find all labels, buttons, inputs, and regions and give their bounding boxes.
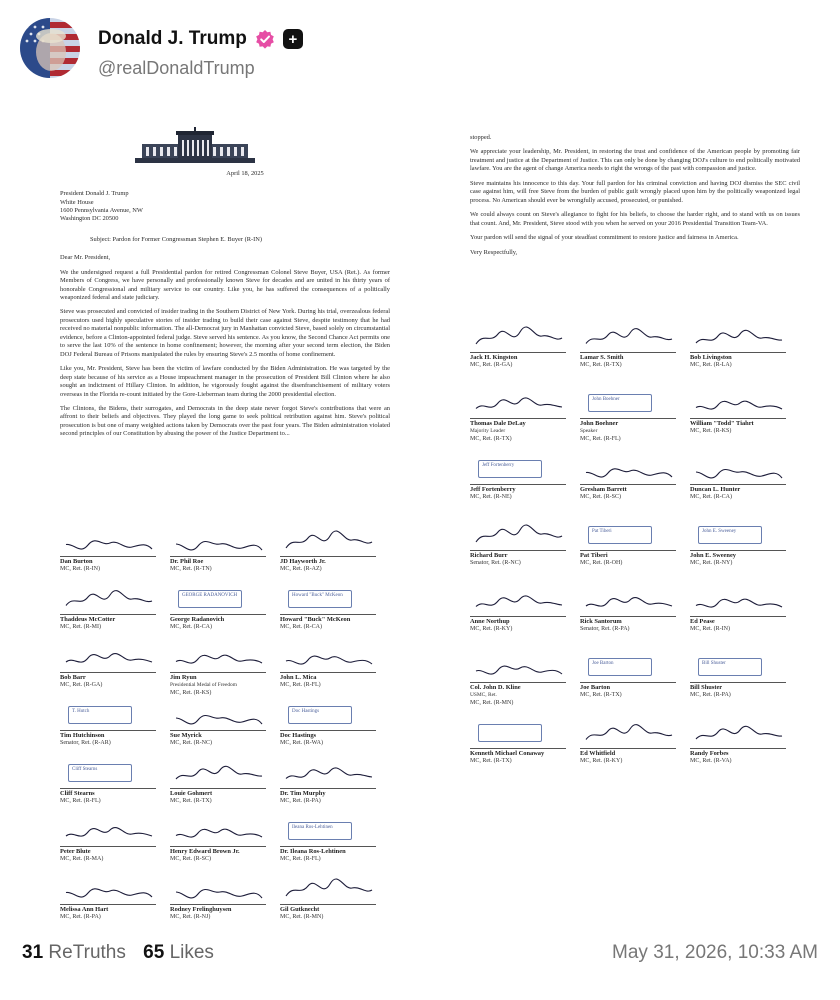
signer-name: Kenneth Michael Conaway [470,750,545,757]
signer-title: MC, Ret. (R-GA) [60,682,103,688]
signature-block [690,520,800,586]
signer-name: Bob Barr [60,674,86,681]
letter-paragraph: We appreciate your leadership, Mr. President, in restoring the trust and confidence of the American people by promoting fair treatment and justice at the Department of Justice. This can only be done by changing DOJ's culture to end politically motivated lawfare. You are the agent of change America needs to right the wrongs of the past with compassion and justice. [470,148,800,173]
signature-block [470,652,580,718]
signature-line [470,418,566,419]
signature-block [60,526,170,584]
address-line: Washington DC 20500 [60,215,119,223]
letter-paragraph: Steve was prosecuted and convicted of insider trading in the Southern District of New York. During his trial, overzealous federal prosecutors used highly speculative stories of insider trading to build their case against Steve, despite testimony that he had received no material nonpublic information. The all-Democrat jury in Manhattan convicted Steve, based solely on circumstantial evidence, before a Clinton-appointed federal judge. Steve served his sentence. As you know, the Second Chance Act permits one to serve the last 10% of the sentence in home confinement; however, the morning after your second term election, the Biden DOJ Federal Bureau of Prisons manipulated the rules by ensuring Steve's 2.5 months of home confinement. [60,308,390,358]
signer-title: MC, Ret. (R-NE) [470,494,512,500]
signer-title: MC, Ret. (R-KS) [690,428,732,434]
likes-count: 65 [143,942,165,963]
handwritten-signature-icon [282,762,376,788]
signer-title: MC, Ret. (R-MA) [60,856,104,862]
letter-right-column [470,134,800,263]
signature-line [580,748,676,749]
handwritten-signature-icon [472,524,566,550]
signature-block [690,586,800,652]
digital-signature-stamp: Ileana Ros-Lehtinen [288,822,352,840]
signer-name: John E. Sweeney [690,552,736,559]
signer-title: MC, Ret. (R-KS) [170,690,212,696]
display-name[interactable]: Donald J. Trump [98,28,247,49]
signer-title: MC, Ret. (R-SC) [580,494,622,500]
signer-title: MC, Ret. (R-GA) [470,362,513,368]
post-footer [22,942,818,970]
handwritten-signature-icon [692,326,786,352]
signature-line [280,846,376,847]
signer-name: John Boehner [580,420,619,427]
letter-address [60,190,390,223]
signer-title: MC, Ret. (R-KY) [470,626,513,632]
handwritten-signature-icon [172,646,266,672]
signature-block [170,816,280,874]
signature-block [170,700,280,758]
signer-name: Dr. Phil Roe [170,558,204,565]
signer-role: Presidential Medal of Freedom [170,682,237,688]
signature-line [280,556,376,557]
letter-paragraph: stopped. [470,134,492,141]
signature-block [60,758,170,816]
signature-line [280,730,376,731]
post-image-letter[interactable] [24,94,814,920]
signer-title: MC, Ret. (R-TX) [580,362,622,368]
signature-line [470,550,566,551]
signer-name: Joe Barton [580,684,610,691]
signer-title: Senator, Ret. (R-NC) [470,560,521,566]
digital-signature-stamp: Bill Shuster [698,658,762,676]
signer-title: MC, Ret. (R-VA) [690,758,732,764]
handwritten-signature-icon [692,722,786,748]
signature-line [470,484,566,485]
signature-block [470,586,580,652]
handwritten-signature-icon [472,590,566,616]
handwritten-signature-icon [582,326,676,352]
signature-block [470,388,580,454]
handwritten-signature-icon [582,722,676,748]
handwritten-signature-icon [692,590,786,616]
signature-grid-left [60,526,390,932]
signature-block [580,454,690,520]
signer-title: Senator, Ret. (R-AR) [60,740,111,746]
signature-line [170,788,266,789]
signature-block [580,652,690,718]
signer-title: MC, Ret. (R-FL) [60,798,101,804]
signature-line [280,672,376,673]
signer-title: MC, Ret. (R-PA) [690,692,731,698]
signature-block [60,816,170,874]
digital-signature-stamp [478,724,542,742]
verified-badge-icon [255,29,275,49]
signer-title: MC, Ret. (R-TX) [170,798,212,804]
digital-signature-stamp: John E. Sweeney [698,526,762,544]
digital-signature-stamp: Jeff Fortenberry [478,460,542,478]
signature-line [690,352,786,353]
signer-name: Thaddeus McCotter [60,616,116,623]
signer-name: Jack H. Kingston [470,354,518,361]
signature-line [60,556,156,557]
signer-title: MC, Ret. (R-OH) [580,560,623,566]
signer-title: MC, Ret. (R-FL) [580,436,621,442]
handwritten-signature-icon [472,392,566,418]
signer-title: MC, Ret. (R-AZ) [280,566,322,572]
signature-block [690,718,800,784]
signer-name: Richard Burr [470,552,508,559]
signer-name: Jeff Fortenberry [470,486,516,493]
signer-name: Ed Pease [690,618,715,625]
signature-line [280,904,376,905]
address-line: 1600 Pennsylvania Avenue, NW [60,207,143,215]
signature-line [170,614,266,615]
signature-block [280,642,390,700]
signature-line [470,352,566,353]
handwritten-signature-icon [62,530,156,556]
signature-line [580,682,676,683]
white-house-seal-icon [130,126,260,166]
signer-name: Louie Gohmert [170,790,213,797]
signature-line [580,484,676,485]
signature-line [470,616,566,617]
signer-title: MC, Ret. (R-PA) [280,798,321,804]
user-handle[interactable]: @realDonaldTrump [98,58,255,78]
handwritten-signature-icon [472,326,566,352]
signer-name: Dr. Ileana Ros-Lehtinen [280,848,346,855]
signer-name: Peter Blute [60,848,91,855]
letter-paragraph: Steve maintains his innocence to this day. Your full pardon for his criminal conviction and having DOJ dismiss the SEC civil case against him, will free Steve from the burden of public guilt wrongly placed upon him by the politically weaponized legal process. No American should ever be wrongfully accused, prosecuted, or punished. [470,179,800,204]
signer-title: MC, Ret. (R-NJ) [170,914,211,920]
digital-signature-stamp: T. Hutch [68,706,132,724]
signature-line [470,748,566,749]
likes-label: Likes [169,942,214,963]
handwritten-signature-icon [582,590,676,616]
signature-line [580,616,676,617]
handwritten-signature-icon [62,588,156,614]
signer-name: Dr. Tim Murphy [280,790,326,797]
signature-line [60,904,156,905]
signature-line [170,556,266,557]
handwritten-signature-icon [582,458,676,484]
letter-left-column [60,104,390,445]
signature-block [170,874,280,932]
retruths-label: ReTruths [48,942,126,963]
digital-signature-stamp: Cliff Stearns [68,764,132,782]
digital-signature-stamp: Pat Tiberi [588,526,652,544]
digital-signature-stamp: Doc Hastings [288,706,352,724]
letter-closing: Very Respectfully, [470,248,518,256]
signer-title: MC, Ret. (R-TN) [170,566,212,572]
letter-paragraph: Like you, Mr. President, Steve has been the victim of lawfare conducted by the Biden Administration. He was targeted by the deep state because of his service as a House impeachment manager in the prosecution of President Bill Clinton where he also sought an indictment of Hillary Clinton. In addition, he vigorously fought against the disenfranchisement of military voters overseas in the Florida re-count initiated by the Gore-Lieberman team during the 2000 presidential election. [60,365,390,398]
signature-line [60,788,156,789]
signature-block [60,700,170,758]
signer-title: MC, Ret. (R-KY) [580,758,623,764]
handwritten-signature-icon [62,878,156,904]
signer-name: Anne Northup [470,618,510,625]
signature-line [280,788,376,789]
post-timestamp[interactable]: May 31, 2026, 10:33 AM [612,942,818,963]
signer-title: MC, Ret. (R-IN) [60,566,100,572]
letter-salutation: Dear Mr. President, [60,254,111,262]
address-line: White House [60,198,94,206]
signer-name: George Radanovich [170,616,225,623]
handwritten-signature-icon [472,656,566,682]
signer-title: MC, Ret. (R-CA) [280,624,322,630]
signer-title: MC, Ret. (R-PA) [60,914,101,920]
handwritten-signature-icon [282,530,376,556]
signer-name: JD Hayworth Jr. [280,558,326,565]
digital-signature-stamp: GEORGE RADANOVICH [178,590,242,608]
signer-title: MC, Ret. (R-TX) [470,436,512,442]
likes-stat[interactable] [143,942,226,963]
signature-block [580,718,690,784]
handwritten-signature-icon [282,878,376,904]
signature-line [60,672,156,673]
address-line: President Donald J. Trump [60,190,129,198]
signature-line [60,846,156,847]
signature-block [280,874,390,932]
signature-block [170,526,280,584]
signer-name: Doc Hastings [280,732,317,739]
signature-line [690,682,786,683]
signature-line [690,748,786,749]
signer-title: Senator, Ret. (R-PA) [580,626,630,632]
letter-paragraph: We the undersigned request a full Presidential pardon for retired Congressman Colonel Steve Buyer, USA (Ret.). As former Members of Congress, we have personally and professionally known Steve for decades and are united in his thirty years of honorable Congressional and military service to our country. Like you, he has suffered the consequences of a politically weaponized federal and state judiciary. [60,268,390,302]
handwritten-signature-icon [172,530,266,556]
signer-name: Cliff Stearns [60,790,95,797]
signer-name: Tim Hutchinson [60,732,105,739]
signer-title: MC, Ret. (R-CA) [690,494,732,500]
signature-line [170,672,266,673]
signature-block [690,454,800,520]
signer-title: MC, Ret. (R-NY) [690,560,733,566]
handwritten-signature-icon [172,762,266,788]
signature-line [580,418,676,419]
signature-line [690,616,786,617]
handwritten-signature-icon [282,646,376,672]
signature-line [60,614,156,615]
signer-name: Jim Ryun [170,674,197,681]
post-header [20,18,820,82]
handwritten-signature-icon [172,820,266,846]
signer-name: Rodney Frelinghuysen [170,906,232,913]
signer-name: Pat Tiberi [580,552,608,559]
signature-line [580,550,676,551]
signature-line [170,730,266,731]
signature-block [470,718,580,784]
signature-block [280,758,390,816]
signature-block [470,454,580,520]
signature-block [690,388,800,454]
letter-date: April 18, 2025 [226,170,264,177]
signer-title: MC, Ret. (R-MN) [470,700,514,706]
signature-block [60,874,170,932]
signer-title: MC, Ret. (R-FL) [280,856,321,862]
signer-name: Thomas Dale DeLay [470,420,526,427]
signer-title: MC, Ret. (R-LA) [690,362,732,368]
signature-block [60,642,170,700]
signer-name: Ed Whitfield [580,750,616,757]
signer-name: Gil Gutknecht [280,906,320,913]
signature-block [580,520,690,586]
signer-title: MC, Ret. (R-CA) [170,624,212,630]
letter-subject: Subject: Pardon for Former Congressman Stephen E. Buyer (R-IN) [90,235,262,243]
signer-role: Majority Leader [470,428,506,434]
signer-title: MC, Ret. (R-NC) [170,740,212,746]
signer-name: John L. Mica [280,674,317,681]
handwritten-signature-icon [692,392,786,418]
signer-name: Randy Forbes [690,750,729,757]
signature-block [280,526,390,584]
signature-line [580,352,676,353]
signature-block [60,584,170,642]
signature-block [170,584,280,642]
handwritten-signature-icon [172,878,266,904]
signature-block [280,584,390,642]
signature-block [690,322,800,388]
digital-signature-stamp: John Boehner [588,394,652,412]
signer-name: Sue Myrick [170,732,202,739]
signature-block [580,586,690,652]
signer-role: Speaker [580,428,598,434]
signer-name: Col. John D. Kline [470,684,521,691]
signer-title: MC, Ret. (R-MI) [60,624,101,630]
signer-title: MC, Ret. (R-WA) [280,740,323,746]
signature-block [280,816,390,874]
signer-name: Howard "Buck" McKeon [280,616,351,623]
signer-role: USMC, Ret. [470,692,497,698]
signature-block [690,652,800,718]
signature-block [470,322,580,388]
signature-line [60,730,156,731]
handwritten-signature-icon [692,458,786,484]
signer-name: Henry Edward Brown Jr. [170,848,240,855]
signature-line [280,614,376,615]
signer-name: Rick Santorum [580,618,622,625]
signer-title: MC, Ret. (R-FL) [280,682,321,688]
signer-name: Gresham Barrett [580,486,627,493]
signer-title: MC, Ret. (R-MN) [280,914,324,920]
signer-title: MC, Ret. (R-TX) [580,692,622,698]
signature-block [470,520,580,586]
signature-line [170,846,266,847]
signature-block [170,758,280,816]
signature-line [170,904,266,905]
add-plus-icon[interactable]: + [283,29,303,49]
digital-signature-stamp: Joe Barton [588,658,652,676]
signer-name: William "Todd" Tiahrt [690,420,754,427]
signer-title: MC, Ret. (R-TX) [470,758,512,764]
signature-line [690,484,786,485]
signature-grid-right [470,322,800,784]
handwritten-signature-icon [172,704,266,730]
letter-paragraph: The Clintons, the Bidens, their surrogates, and Democrats in the deep state never forgot Steve's contributions that were an affront to their beliefs and objectives. They played the long game to seek political retribution against him. Steve's political prosecution is but one of many weighted actions taken by Democrats over the past four years. The Biden administration violated second principles of our Constitution by abusing the power of the Justice Department to... [60,405,390,438]
signer-name: Bill Shuster [690,684,723,691]
avatar[interactable] [20,18,80,78]
signer-title: MC, Ret. (R-IN) [690,626,730,632]
signer-name: Dan Burton [60,558,93,565]
signature-line [690,418,786,419]
signature-block [280,700,390,758]
signer-name: Bob Livingston [690,354,732,361]
letter-paragraph: We could always count on Steve's allegiance to fight for his beliefs, to choose the harder right, and to stand with us on issues that count. And, Mr. President, Steve stood with you when he served on your 2016 Presidential Transition Team-VA. [470,211,800,227]
handwritten-signature-icon [62,646,156,672]
signer-name: Lamar S. Smith [580,354,624,361]
digital-signature-stamp: Howard "Buck" McKeon [288,590,352,608]
signature-line [690,550,786,551]
signature-block [170,642,280,700]
retruths-count: 31 [22,942,44,963]
letter-paragraph: Your pardon will send the signal of your steadfast commitment to restore justice and fairness in America. [470,234,739,242]
signer-name: Melissa Ann Hart [60,906,109,913]
signature-line [470,682,566,683]
retruths-stat[interactable] [22,942,143,963]
handwritten-signature-icon [62,820,156,846]
signature-block [580,322,690,388]
signature-block [580,388,690,454]
signer-title: MC, Ret. (R-SC) [170,856,212,862]
signer-name: Duncan L. Hunter [690,486,741,493]
